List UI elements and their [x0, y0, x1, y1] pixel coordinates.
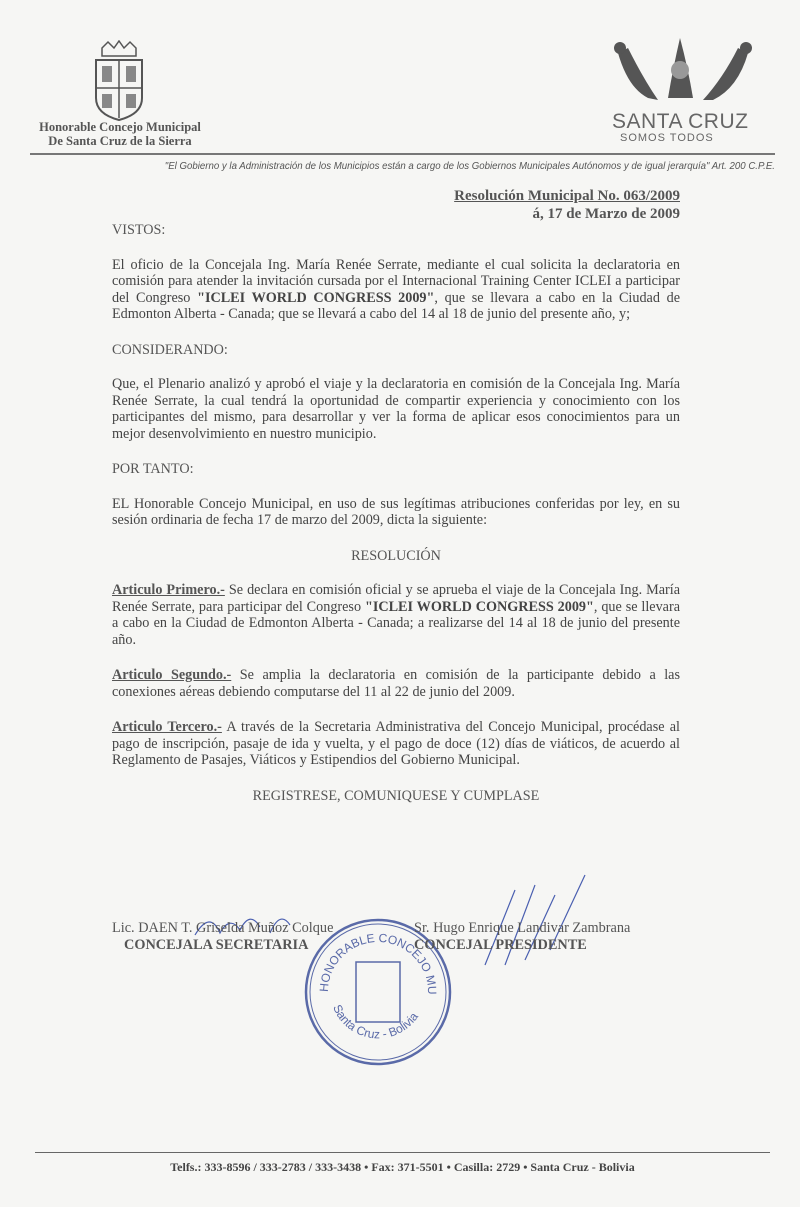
resolution-date: á, 17 de Marzo de 2009 [532, 206, 680, 222]
stamp-top-text: HONORABLE CONCEJO MU [316, 930, 440, 995]
text: , que se llevara a cabo en la Ciudad de Edmonton Alberta - Canada; que se llevará a cabo del 14 al 18 de junio del presente año, y; [112, 289, 680, 322]
congress-name: "ICLEI WORLD CONGRESS 2009" [364, 598, 594, 615]
considerando-paragraph: Que, el Plenario analizó y aprobó el viaje y la declaratoria en comisión de la Concejala Ing. María Renée Serrate, la cual tendrá la oportunidad de compartir experiencia y conocimiento con los participantes del mismo, para desarrollar y ver la forma de aplicar esos conocimientos para un mejor desenvolvimiento en nuestro municipio. [112, 376, 680, 442]
vistos-paragraph [112, 257, 680, 323]
text: El oficio de la Concejala Ing. María Renée Serrate, mediante el cual solicita la declaratoria en comisión para atender la invitación cursada por el Internacional Training Center ICLEI a participar del Congreso [112, 256, 680, 306]
header-divider [30, 153, 775, 155]
left-signatory-title: CONCEJALA SECRETARIA [124, 937, 309, 953]
text: A través de la Secretaria Administrativa del Concejo Municipal, procédase al pago de inscripción, pasaje de ida y vuelta, y el pago de doce (12) días de viáticos, de acuerdo al Reglamento de Pasajes, Viáticos y Estipendios del Gobierno Municipal. [112, 719, 680, 768]
text: , que se llevara a cabo en la Ciudad de Edmonton Alberta - Canada; a realizarse del 14 al 18 de junio del presente año. [112, 598, 680, 648]
article-label: Articulo Primero.- [112, 582, 225, 598]
article-label: Articulo Tercero.- [112, 719, 222, 735]
text: Se declara en comisión oficial y se aprueba el viaje de la Concejala Ing. María Renée Serrate, para participar del Congreso [112, 582, 681, 615]
resolution-header [300, 187, 680, 223]
org-line-1: Honorable Concejo Municipal [39, 120, 201, 134]
article-3 [112, 719, 680, 769]
closing-statement: REGISTRESE, COMUNIQUESE Y CUMPLASE [252, 787, 540, 804]
resolucion-heading: RESOLUCIÓN [351, 547, 441, 564]
document-body [112, 222, 680, 822]
text: Se amplia la declaratoria en comisión de la participante debido a las conexiones aéreas debiendo computarse del 11 al 22 de junio del 2009. [112, 667, 681, 700]
portanto-heading: POR TANTO: [112, 461, 194, 477]
right-signatory-name: Sr. Hugo Enrique Landivar Zambrana [414, 920, 631, 936]
considerando-heading: CONSIDERANDO: [112, 341, 228, 358]
coat-of-arms-logo [88, 40, 150, 122]
footer-divider [35, 1152, 770, 1153]
vistos-heading: VISTOS: [112, 222, 166, 238]
org-line-2: De Santa Cruz de la Sierra [48, 134, 192, 148]
article-label: Articulo Segundo.- [112, 667, 232, 683]
portanto-paragraph: EL Honorable Concejo Municipal, en uso de sus legítimas atribuciones conferidas por ley, en su sesión ordinaria de fecha 17 de marzo del 2009, dicta la siguiente: [112, 495, 680, 528]
congress-name: "ICLEI WORLD CONGRESS 2009" [197, 289, 435, 306]
organization-name [30, 120, 210, 148]
article-1 [112, 582, 680, 648]
logo-subtitle: SOMOS TODOS [620, 132, 714, 144]
constitution-quote: "El Gobierno y la Administración de los Municipios están a cargo de los Gobiernos Municipales Autónomos y de igual jerarquía" Art. 200 C.P.E. [164, 160, 775, 172]
santa-cruz-logo [598, 28, 768, 143]
stamp-bottom-text: Santa Cruz - Bolivia [330, 1002, 421, 1042]
logo-title: SANTA CRUZ [612, 110, 749, 133]
article-2 [112, 667, 680, 700]
right-signatory-title: CONCEJAL PRESIDENTE [414, 937, 587, 953]
footer-contact: Telfs.: 333-8596 / 333-2783 / 333-3438 • Fax: 371-5501 • Casilla: 2729 • Santa Cruz - Bolivia [170, 1160, 635, 1174]
left-signatory-name: Lic. DAEN T. Griselda Muñoz Colque [112, 920, 334, 936]
resolution-title: Resolución Municipal No. 063/2009 [454, 188, 680, 204]
